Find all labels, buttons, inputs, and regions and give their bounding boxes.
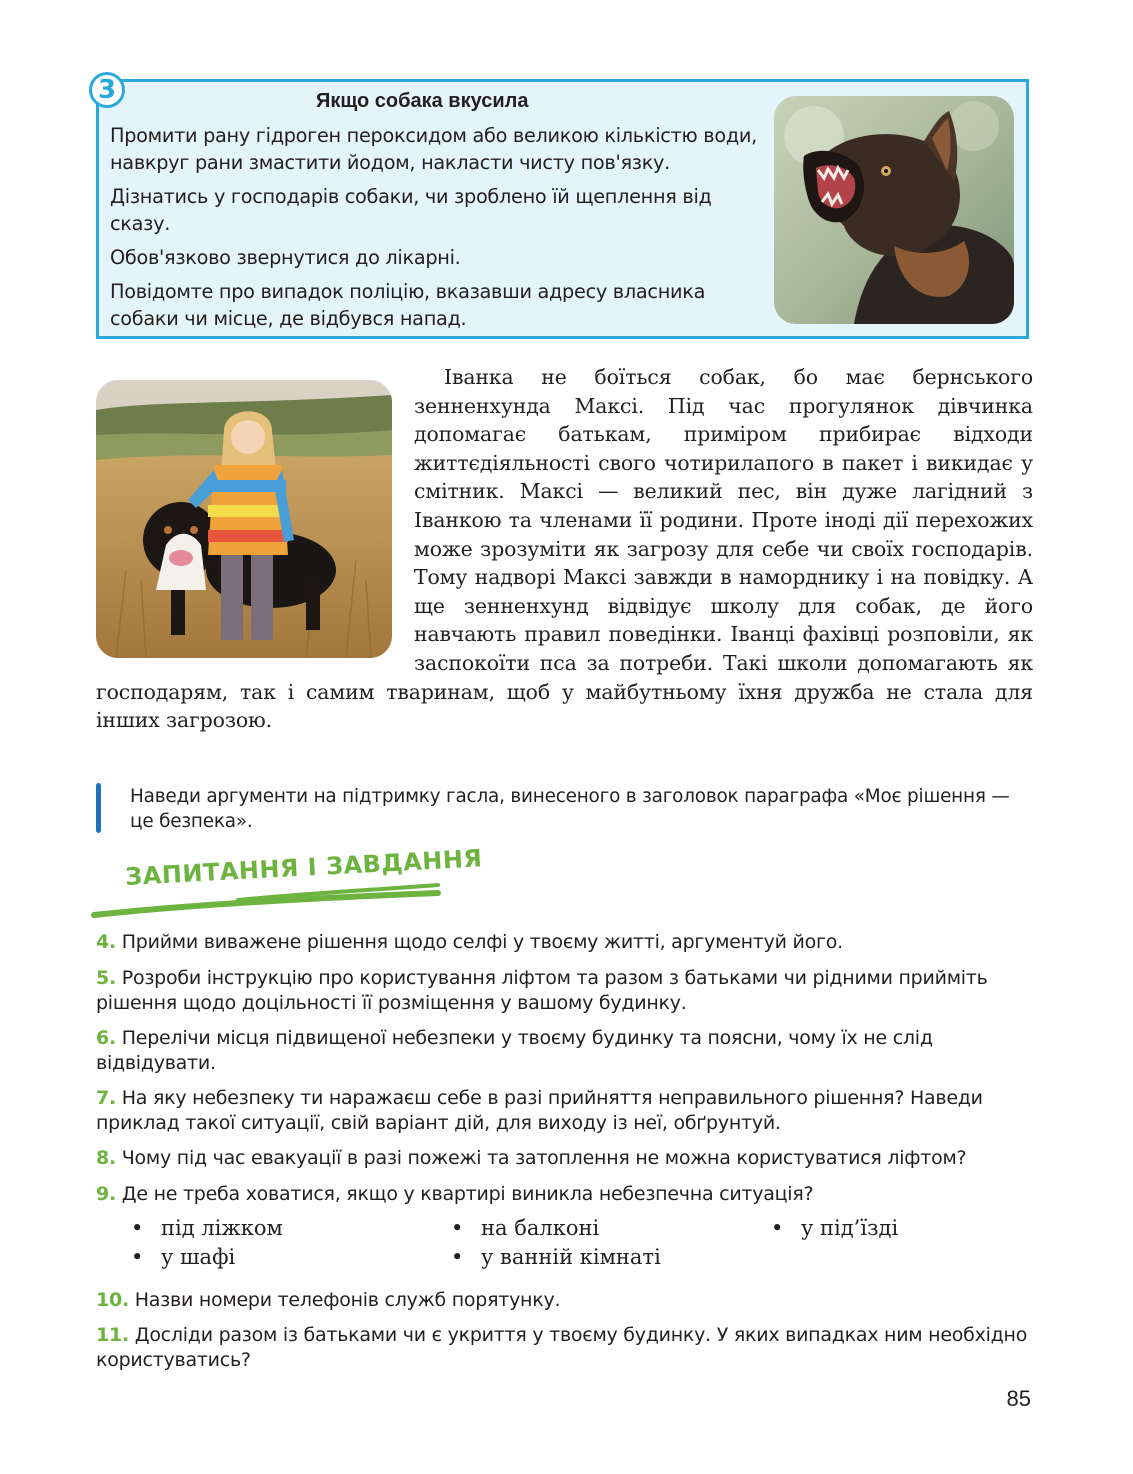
question-item <box>96 1288 1031 1313</box>
question-text: Де не треба ховатися, якщо у квартирі виникла небезпечна ситуація? <box>121 1183 814 1205</box>
list-item: • у шафі <box>133 1242 235 1272</box>
info-item: Промити рану гідроген пероксидом або великою кількістю води, навкруг рани змастити йодом, накласти чисту пов'язку. <box>110 124 757 174</box>
story-text: Іванка не боїться собак, бо має бернського зенненхунда Максі. Під час прогулянок дівчинка допомагає батькам, приміром прибирає відходи життєдіяльності свого чотирилапого в пакет і викидає у смітник. Максі — великий пес, він дуже лагідний з Іванкою та членами її родини. Проте іноді дії перехожих може зрозуміти як загрозу для себе чи своїх господарів. Тому надворі Максі завжди в наморднику і на повідку. А ще зенненхунд відвідує школу для собак, де його навчають правил поведінки. Іванці фахівці розповіли, як заспокоїти пса за потреби. Такі школи допомагають як господарям, так і самим тваринам, щоб у майбутньому їхня дружба не стала для інших загрозою. <box>96 365 1033 733</box>
question-item <box>96 966 1031 1015</box>
info-item: Повідомте про випадок поліцію, вказавши адресу власника собаки чи місце, де відбувся напад. <box>110 280 706 330</box>
question-number: 8. <box>96 1147 116 1169</box>
info-item: Обов'язково звернутися до лікарні. <box>110 246 461 269</box>
question-number: 10. <box>96 1289 129 1311</box>
info-box-title: Якщо собака вкусила <box>316 90 529 112</box>
list-item: • у під’їзді <box>773 1213 898 1243</box>
question-item <box>96 1323 1031 1372</box>
list-item: • на балконі <box>453 1213 599 1243</box>
question-number: 11. <box>96 1324 129 1346</box>
question-text: Чому під час евакуації в разі пожежі та затоплення не можна користуватися ліфтом? <box>121 1147 967 1169</box>
info-item: Дізнатись у господарів собаки, чи зроблено їй щеплення від сказу. <box>110 185 712 235</box>
note-accent-bar <box>96 783 101 833</box>
question-number: 5. <box>96 967 116 989</box>
story-paragraph <box>96 363 1033 735</box>
info-box-items <box>110 122 760 339</box>
question-text: Розроби інструкцію про користування ліфтом та разом з батьками чи рідними прийміть рішення щодо доцільності її розміщення у вашому будинку. <box>96 967 988 1014</box>
question-text: Назви номери телефонів служб порятунку. <box>134 1289 561 1311</box>
question-item <box>96 930 1031 955</box>
angry-dog-photo <box>774 96 1014 324</box>
argument-task: Наведи аргументи на підтримку гасла, винесеного в заголовок параграфа «Моє рішення — це безпека». <box>130 786 1010 832</box>
question-text: Перелічи місця підвищеної небезпеки у твоєму будинку та поясни, чому їх не слід відвідувати. <box>96 1027 933 1074</box>
list-item: • у ванній кімнаті <box>453 1242 661 1272</box>
question-text: Досліди разом із батьками чи є укриття у твоєму будинку. У яких випадках ним необхідно користуватись? <box>96 1324 1028 1371</box>
question-item <box>96 1026 1031 1075</box>
question-number: 7. <box>96 1087 116 1109</box>
question-item <box>96 1146 1031 1171</box>
question-number: 9. <box>96 1183 116 1205</box>
question-text: Прийми виважене рішення щодо селфі у твоєму житті, аргументуй його. <box>121 931 843 953</box>
section-heading <box>88 844 484 925</box>
list-item: • під ліжком <box>133 1213 283 1243</box>
section-title: ЗАПИТАННЯ І ЗАВДАННЯ <box>124 844 484 891</box>
question-item <box>96 1086 1031 1135</box>
page-number: 85 <box>1006 1386 1031 1411</box>
question-number: 4. <box>96 931 116 953</box>
question-item <box>96 1182 1031 1207</box>
section-number-badge: 3 <box>89 72 125 108</box>
question-number: 6. <box>96 1027 116 1049</box>
question-text: На яку небезпеку ти наражаєш себе в разі прийняття неправильного рішення? Наведи приклад такої ситуації, свій варіант дій, для виходу із неї, обґрунтуй. <box>96 1087 983 1134</box>
